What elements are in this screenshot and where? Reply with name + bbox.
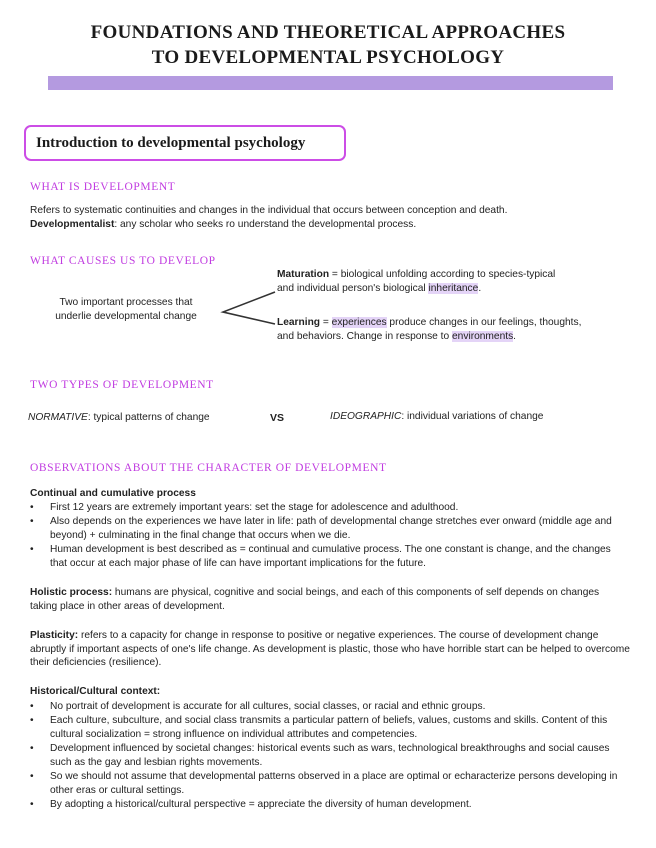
highlight-environments: environments	[452, 331, 514, 342]
plasticity-paragraph	[30, 629, 633, 670]
plasticity-term: Plasticity:	[30, 630, 79, 641]
list-item-text: By adopting a historical/cultural perspective = appreciate the diversity of human development.	[50, 799, 472, 810]
page-title-line-2: TO DEVELOPMENTAL PSYCHOLOGY	[151, 47, 505, 68]
bullet-icon: •	[30, 799, 34, 810]
learning-text-c: and behaviors. Change in response to	[277, 331, 453, 342]
highlight-inheritance: inheritance	[428, 282, 479, 294]
list-item	[30, 501, 625, 515]
list-item-text: Each culture, subculture, and social class transmits a particular pattern of beliefs, values, customs and skills. Content of this cultural socialization = strong influence on individual attributes and competencies.	[50, 715, 608, 740]
list-item-text: Development influenced by societal changes: historical events such as wars, technological breakthroughs and social causes such as the gay and lesbian rights movements.	[50, 743, 610, 768]
bullet-icon: •	[30, 771, 34, 782]
branch-arrow-icon	[220, 290, 278, 328]
developmentalist-definition: : any scholar who seeks ro understand the developmental process.	[114, 218, 417, 230]
maturation-term: Maturation	[277, 269, 330, 280]
processes-label	[30, 296, 222, 323]
heading-what-causes: WHAT CAUSES US TO DEVELOP	[30, 255, 216, 267]
section-title-box	[24, 125, 346, 161]
normative-text: : typical patterns of change	[87, 412, 210, 423]
learning-text-b: produce changes in our feelings, thoughts,	[386, 317, 582, 328]
page-title-line-1: FOUNDATIONS AND THEORETICAL APPROACHES	[90, 22, 566, 43]
plasticity-text: refers to a capacity for change in response to positive or negative experiences. The course of development change abruptly if important aspects of one's life change. As development is plastic, those who have horrible start can be helped to overcome their deficiencies (resilience).	[30, 630, 630, 668]
holistic-paragraph	[30, 586, 628, 613]
processes-label-line-1: Two important processes that	[59, 297, 193, 308]
heading-observations: OBSERVATIONS ABOUT THE CHARACTER OF DEVELOPMENT	[30, 462, 387, 474]
bullet-icon: •	[30, 502, 34, 513]
list-item	[30, 798, 625, 812]
processes-label-line-2: underlie developmental change	[55, 310, 197, 322]
list-item-text: So we should not assume that developmental patterns observed in a place are optimal or echaracterize persons developing in other eras or cultural settings.	[50, 771, 618, 796]
learning-term: Learning	[277, 317, 321, 328]
list-item	[30, 770, 625, 797]
learning-text-a: =	[320, 317, 332, 328]
learning-end: .	[513, 331, 517, 342]
development-definition	[30, 204, 630, 231]
maturation-text-a: = biological unfolding according to species-typical	[329, 269, 556, 280]
bullet-icon: •	[30, 743, 34, 754]
holistic-term: Holistic process:	[30, 587, 113, 598]
highlight-experiences: experiences	[331, 317, 387, 328]
list-item-text: No portrait of development is accurate for all cultures, social classes, or racial and ethnic groups.	[50, 701, 486, 712]
list-item-text: Also depends on the experiences we have later in life: path of developmental change stretches ever onward (middle age and beyond) + culminating in the final change that occurs when we die.	[50, 516, 612, 541]
developmentalist-term: Developmentalist	[30, 218, 115, 230]
ideographic-text: : individual variations of change	[401, 411, 544, 422]
list-item-text: First 12 years are extremely important years: set the stage for adolescence and adulthood.	[50, 502, 459, 513]
list-item	[30, 515, 625, 542]
continual-title: Continual and cumulative process	[30, 488, 196, 499]
versus-label: VS	[270, 412, 285, 424]
holistic-text: humans are physical, cognitive and social beings, and each of this components of self depends on changes taking place in other areas of development.	[30, 587, 600, 612]
list-item	[30, 700, 625, 714]
list-item	[30, 543, 625, 570]
bullet-icon: •	[30, 544, 34, 555]
ideographic-term: IDEOGRAPHIC	[330, 411, 402, 422]
list-item	[30, 742, 625, 769]
normative-definition	[28, 412, 210, 423]
list-item-text: Human development is best described as = continual and cumulative process. The one constant is change, and the changes that occur at each major phase of life can have important implications for the future.	[50, 544, 611, 569]
title-underline-bar	[48, 76, 613, 90]
maturation-definition	[277, 268, 637, 295]
maturation-text-b: and individual person's biological	[277, 282, 429, 294]
learning-definition	[277, 316, 637, 344]
development-definition-text: Refers to systematic continuities and changes in the individual that occurs between conception and death.	[30, 205, 508, 216]
normative-term: NORMATIVE	[28, 412, 88, 423]
section-title: Introduction to developmental psychology	[36, 135, 306, 151]
ideographic-definition	[330, 411, 543, 422]
historical-title: Historical/Cultural context:	[30, 686, 161, 697]
bullet-icon: •	[30, 516, 34, 527]
bullet-icon: •	[30, 715, 34, 726]
maturation-end: .	[478, 282, 482, 294]
list-item	[30, 714, 625, 741]
heading-two-types: TWO TYPES OF DEVELOPMENT	[30, 379, 214, 391]
bullet-icon: •	[30, 701, 34, 712]
heading-what-is-development: WHAT IS DEVELOPMENT	[30, 181, 176, 193]
